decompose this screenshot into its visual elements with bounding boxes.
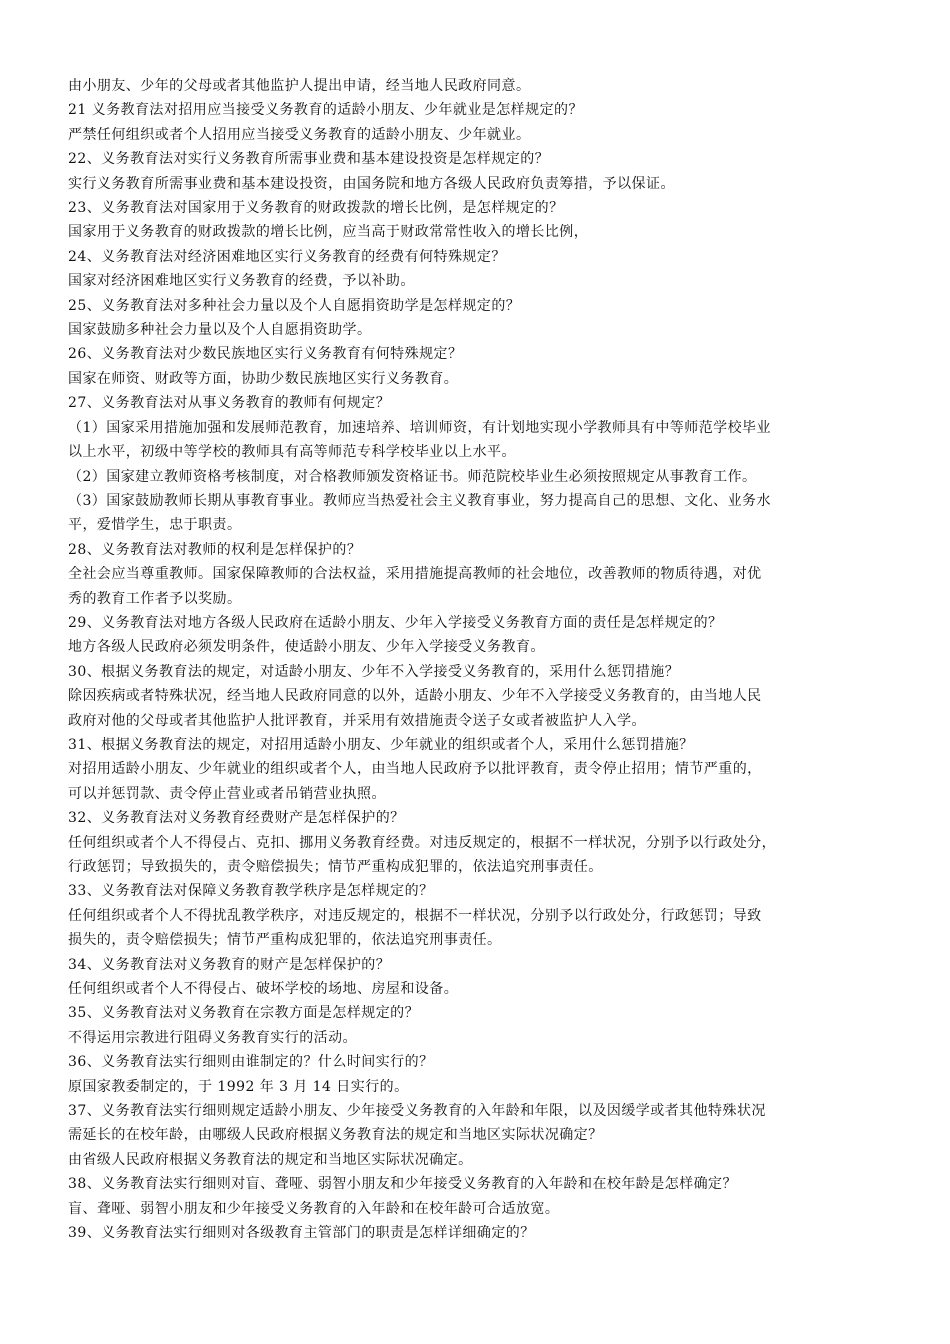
answer-line: 全社会应当尊重教师。国家保障教师的合法权益，采用措施提高教师的社会地位，改善教师的物质待遇，对优 [68, 566, 762, 583]
answer-line: 除因疾病或者特殊状况，经当地人民政府同意的以外，适龄小朋友、少年不入学接受义务教育的，由当地人民 [68, 688, 762, 705]
answer-line: 任何组织或者个人不得侵占、克扣、挪用义务教育经费。对违反规定的，根据不一样状况，分别予以行政处分， [68, 834, 777, 851]
question-line: 34、义务教育法对义务教育的财产是怎样保护的？ [68, 956, 391, 973]
question-line: 39、义务教育法实行细则对各级教育主管部门的职责是怎样详细确定的？ [68, 1225, 535, 1242]
answer-line: 国家用于义务教育的财政拨款的增长比例，应当高于财政常常性收入的增长比例， [68, 224, 589, 241]
answer-line: 可以并惩罚款、责令停止营业或者吊销营业执照。 [68, 785, 386, 802]
question-line: 24、义务教育法对经济困难地区实行义务教育的经费有何特殊规定？ [68, 248, 506, 265]
question-line: 35、义务教育法对义务教育在宗教方面是怎样规定的？ [68, 1005, 420, 1022]
answer-line: 不得运用宗教进行阻碍义务教育实行的活动。 [68, 1029, 357, 1046]
question-line: 22、义务教育法对实行义务教育所需事业费和基本建设投资是怎样规定的？ [68, 151, 550, 168]
answer-line: 损失的，责令赔偿损失；情节严重构成犯罪的，依法追究刑事责任。 [68, 932, 502, 949]
answer-line: 政府对他的父母或者其他监护人批评教育，并采用有效措施责令送子女或者被监护人入学。 [68, 712, 646, 729]
answer-line: 严禁任何组织或者个人招用应当接受义务教育的适龄小朋友、少年就业。 [68, 126, 531, 143]
document-body [68, 74, 898, 1246]
question-line: 31、根据义务教育法的规定，对招用适龄小朋友、少年就业的组织或者个人，采用什么惩罚措施？ [68, 736, 694, 753]
answer-line: 盲、聋哑、弱智小朋友和少年接受义务教育的入年龄和在校年龄可合适放宽。 [68, 1200, 560, 1217]
answer-line: 实行义务教育所需事业费和基本建设投资，由国务院和地方各级人民政府负责筹措，予以保证。 [68, 175, 675, 192]
question-line: 37、义务教育法实行细则规定适龄小朋友、少年接受义务教育的入年龄和年限，以及因缓学或者其他特殊状况 [68, 1103, 766, 1120]
answer-line: （2）国家建立教师资格考核制度，对合格教师颁发资格证书。师范院校毕业生必须按照规定从事教育工作。 [68, 468, 757, 485]
answer-line: 行政惩罚；导致损失的，责令赔偿损失；情节严重构成犯罪的，依法追究刑事责任。 [68, 859, 603, 875]
question-line: 23、义务教育法对国家用于义务教育的财政拨款的增长比例，是怎样规定的？ [68, 200, 564, 217]
question-line: 29、义务教育法对地方各级人民政府在适龄小朋友、少年入学接受义务教育方面的责任是怎样规定的？ [68, 614, 723, 631]
question-line: 33、义务教育法对保障义务教育教学秩序是怎样规定的？ [68, 883, 434, 900]
question-line: 28、义务教育法对教师的权利是怎样保护的？ [68, 541, 362, 558]
question-line: 27、义务教育法对从事义务教育的教师有何规定？ [68, 395, 391, 412]
answer-line: 地方各级人民政府必须发明条件，使适龄小朋友、少年入学接受义务教育。 [68, 639, 545, 656]
answer-line: （3）国家鼓励教师长期从事教育事业。教师应当热爱社会主义教育事业，努力提高自己的思想、文化、业务水 [68, 492, 771, 509]
answer-line: 平，爱惜学生，忠于职责。 [68, 517, 242, 534]
question-line: 38、义务教育法实行细则对盲、聋哑、弱智小朋友和少年接受义务教育的入年龄和在校年龄是怎样确定？ [68, 1176, 737, 1193]
question-line: 26、义务教育法对少数民族地区实行义务教育有何特殊规定？ [68, 346, 463, 363]
answer-line: 国家在师资、财政等方面，协助少数民族地区实行义务教育。 [68, 370, 459, 387]
question-line: 36、义务教育法实行细则由谁制定的？什么时间实行的？ [68, 1054, 434, 1071]
answer-line: 对招用适龄小朋友、少年就业的组织或者个人，由当地人民政府予以批评教育，责令停止招用；情节严重的， [68, 761, 762, 778]
answer-line: 以上水平，初级中等学校的教师具有高等师范专科学校毕业以上水平。 [68, 444, 516, 461]
question-line: 30、根据义务教育法的规定，对适龄小朋友、少年不入学接受义务教育的，采用什么惩罚措施？ [68, 663, 680, 680]
answer-line: 由小朋友、少年的父母或者其他监护人提出申请，经当地人民政府同意。 [68, 78, 531, 94]
question-line: 需延长的在校年龄，由哪级人民政府根据义务教育法的规定和当地区实际状况确定？ [68, 1127, 603, 1144]
answer-line: 秀的教育工作者予以奖励。 [68, 590, 242, 607]
answer-line: 任何组织或者个人不得扰乱教学秩序，对违反规定的，根据不一样状况，分别予以行政处分，行政惩罚；导致 [68, 907, 762, 924]
answer-line: （1）国家采用措施加强和发展师范教育，加速培养、培训师资，有计划地实现小学教师具有中等师范学校毕业 [68, 419, 771, 436]
question-line: 32、义务教育法对义务教育经费财产是怎样保护的？ [68, 810, 405, 827]
question-line: 21 义务教育法对招用应当接受义务教育的适龄小朋友、少年就业是怎样规定的？ [68, 102, 583, 119]
answer-line: 国家对经济困难地区实行义务教育的经费，予以补助。 [68, 273, 415, 290]
answer-line: 原国家教委制定的，于 1992 年 3 月 14 日实行的。 [68, 1078, 409, 1095]
answer-line: 由省级人民政府根据义务教育法的规定和当地区实际状况确定。 [68, 1151, 473, 1168]
answer-line: 国家鼓励多种社会力量以及个人自愿捐资助学。 [68, 322, 372, 339]
answer-line: 任何组织或者个人不得侵占、破坏学校的场地、房屋和设备。 [68, 981, 459, 998]
question-line: 25、义务教育法对多种社会力量以及个人自愿捐资助学是怎样规定的？ [68, 297, 521, 314]
